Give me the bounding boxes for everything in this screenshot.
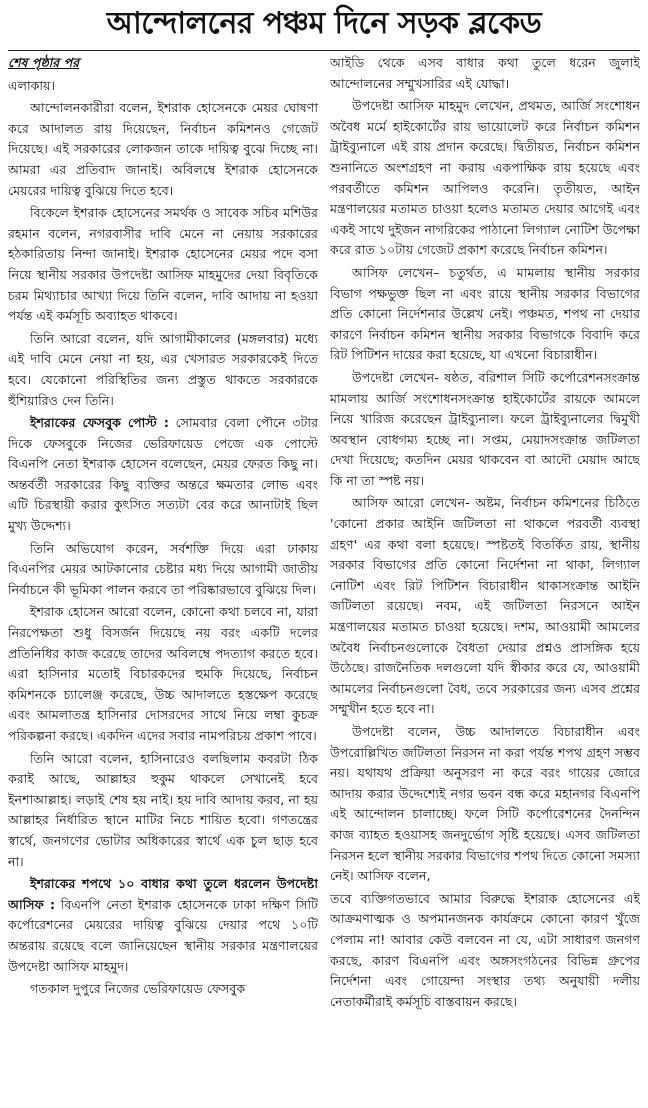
paragraph: আসিফ আরো লেখেন- অষ্টম, নির্বাচন কমিশনের চিঠিতে 'কোনো প্রকার আইনি জটিলতা না থাকলে পরবর্তী ব্যবস্থা গ্রহণ' এর কথা বলা হয়েছে। স্পষ্টতই বিতর্কিত রায়, স্থানীয় সরকার বিভাগের প্রতি কোনো নির্দেশনা না থাকা, লিগ্যাল নোটিশ এবং রিট পিটিশন বিচারাধীন থাকাসংক্রান্ত আইনি জটিলতা রয়েছে। নবম, এই জটিলতা নিরসনে আইন মন্ত্রণালয়ের মতামত চাওয়া হয়েছে। দশম, আওয়ামী আমলের অবৈধ নির্বাচনগুলোকে বৈধতা দেয়ার প্রশ্নও প্রাসঙ্গিক হয়ে উঠেছে। রাজনৈতিক দলগুলো যদি স্বীকার করে যে, আওয়ামী আমলের নির্বাচনগুলো বৈধ, তবে সরকারের জন্য এসব প্রশ্নের সম্মুখীন হতে হবে না।	[330, 495, 640, 717]
article-body	[8, 53, 640, 1107]
headline-rule	[8, 50, 640, 51]
paragraph: তিনি আরো বলেন, যদি আগামীকালের (মঙ্গলবার) মধ্যে এই দাবি মেনে নেয়া না হয়, এর খেসারত সরকারকেই দিতে হবে। যেকোনো পরিস্থিতির জন্য প্রস্তুত থাকতে সরকারকে হুঁশিয়ারিও দেন তিনি।	[8, 330, 318, 408]
paragraph: উপদেষ্টা লেখেন- ষষ্ঠত, বরিশাল সিটি কর্পোরেশনসংক্রান্ত মামলায় আর্জি সংশোধনসংক্রান্ত হাইকোর্টের রায়কে আমলে নিয়ে খারিজ করেছেন ট্রাইব্যুনাল। ফলে ট্রাইব্যুনালের দ্বিমুখী অবস্থান বোধগম্য হচ্ছে না। সপ্তম, মেয়াদসংক্রান্ত জটিলতা দেখা দিয়েছে; কতদিন মেয়র থাকবেন বা আদৌ মেয়াদ আছে কি না তা স্পষ্ট নয়।	[330, 369, 640, 488]
paragraph: তিনি অভিযোগ করেন, সর্বশক্তি দিয়ে এরা ঢাকায় বিএনপির মেয়র আটকানোর চেষ্টার মধ্য দিয়ে আগামী জাতীয় নির্বাচনে কী ভূমিকা পালন করবে তা পরিষ্কারভাবে বুঝিয়ে দিল।	[8, 540, 318, 597]
subheading: ইশরাকের ফেসবুক পোস্ট :	[30, 415, 169, 431]
paragraph-with-subhead	[8, 874, 318, 977]
paragraph: উপদেষ্টা আসিফ মাহমুদ লেখেন, প্রথমত, আর্জি সংশোধন অবৈধ মর্মে হাইকোর্টের রায় ভায়োলেট করে নির্বাচন কমিশন ট্রাইব্যুনালে এই রায় প্রদান করেছে। দ্বিতীয়ত, নির্বাচন কমিশন শুনানিতে অংশগ্রহণ না করায় একপাক্ষিক রায় হয়েছে এবং পরবর্তীতে কমিশন আপিলও করেনি। তৃতীয়ত, আইন মন্ত্রণালয়ের মতামত চাওয়া হলেও মতামত দেয়ার আগেই এবং একই সাথে দুইজন নাগরিকের পাঠানো লিগ্যাল নোটিশ উপেক্ষা করে রাত ১০টায় গেজেট প্রকাশ করেছে নির্বাচন কমিশন।	[330, 98, 640, 258]
subheading: ইশরাকের শপথে ১০ বাধার কথা তুলে ধরলেন উপদেষ্টা আসিফ :	[8, 876, 318, 912]
paragraph: গতকাল দুপুরে নিজের ভেরিফায়েড ফেসবুক	[30, 981, 246, 997]
paragraph-with-subhead	[8, 413, 318, 537]
right-column	[330, 53, 640, 1107]
paragraph: এলাকায়।	[8, 77, 56, 93]
paragraph: ইশরাক হোসেন আরো বলেন, কোনো কথা চলবে না, যারা নিরপেক্ষতা শুধু বিসর্জন দিয়েছে নয় বরং একটি দলের প্রতিনিধির কাজ করেছে তাদের অবিলম্বে পদত্যাগ করতে হবে। এরা হাসিনার মতোই বিচারকদের হুমকি দিয়েছে, নির্বাচন কমিশনকে চ্যালেঞ্জ করেছে, উচ্চ আদালতে হস্তক্ষেপ করেছে এবং আমলাতন্ত্র হাসিনার দোসরদের সাথে নিয়ে লম্বা কুচক্র পরিকল্পনা করছে। একদিন এদের সবার নামপরিচয় প্রকাশ পাবে।	[8, 604, 318, 743]
left-column	[8, 53, 318, 1107]
paragraph: আইডি থেকে এসব বাধার কথা তুলে ধরেন জুলাই আন্দোলনের সম্মুখসারির এই যোদ্ধা।	[330, 55, 640, 91]
paragraph: আন্দোলনকারীরা বলেন, ইশরাক হোসেনকে মেয়র ঘোষণা করে আদালত রায় দিয়েছেন, নির্বাচন কমিশনও গেজেট দিয়েছে। এই সরকারের লোকজন তাকে দায়িত্ব বুঝে দিচ্ছে না। আমরা এর প্রতিবাদ জানাই। অবিলম্বে ইশরাক হোসেনকে মেয়রের দায়িত্ব বুঝিয়ে দিতে হবে।	[8, 100, 318, 198]
paragraph: উপদেষ্টা বলেন, উচ্চ আদালতে বিচারাধীন এবং উপরোল্লিখিত জটিলতা নিরসন না করা পর্যন্ত শপথ গ্রহণ সম্ভব নয়। যথাযথ প্রক্রিয়া অনুসরণ না করে বরং গায়ের জোরে আদায় করার উদ্দেশ্যেই নগর ভবন বন্ধ করে মহানগর বিএনপি এই আন্দোলন চালাচ্ছে। ফলে সিটি কর্পোরেশনের দৈনন্দিন কাজ ব্যাহত হওয়াসহ জনদুর্ভোগ সৃষ্টি হয়েছে। এসব জটিলতা নিরসন হলে স্থানীয় সরকার বিভাগের শপথ দিতে কোনো সমস্যা নেই। আসিফ বলেন,	[330, 724, 640, 884]
continued-from-label: শেষ পৃষ্ঠার পর	[8, 55, 80, 70]
paragraph-text: বিএনপি নেতা ইশরাক হোসেনকে ঢাকা দক্ষিণ সিটি কর্পোরেশনের মেয়রের দায়িত্ব বুঝিয়ে দেয়ার পথে ১০টি অন্তরায় রয়েছে বলে জানিয়েছেন স্থানীয় সরকার মন্ত্রণালয়ের উপদেষ্টা আসিফ মাহমুদ।	[8, 896, 318, 974]
paragraph: আসিফ লেখেন– চতুর্থত, এ মামলায় স্থানীয় সরকার বিভাগ পক্ষভুক্ত ছিল না এবং রায়ে স্থানীয় সরকার বিভাগের প্রতি কোনো নির্দেশনার উল্লেখ নেই। পঞ্চমত, শপথ না দেয়ার কারণে নির্বাচন কমিশন স্থানীয় সরকার বিভাগকে বিবাদি করে রিট পিটিশন দায়ের করা হয়েছে, যা এখনো বিচারাধীন।	[330, 264, 640, 363]
paragraph: তিনি আরো বলেন, হাসিনারেও বলছিলাম কবরটা ঠিক করাই আছে, আল্লাহর হুকুম থাকলে সেখানেই হবে ইনশাআল্লাহ। লড়াই শেষ হয় নাই। হয় দাবি আদায় করব, না হয় আল্লাহর নির্ধারিত স্থানে মাটির নিচে শায়িত হবো। গণতন্ত্রের স্বার্থে, জনগণের ভোটার অধিকারের স্বার্থে এক চুল ছাড় হবে না।	[8, 750, 318, 869]
paragraph-text: সোমবার বেলা পৌনে ৩টার দিকে ফেসবুকে নিজের ভেরিফায়েড পেজে এক পোস্টে বিএনপি নেতা ইশরাক হোসেন বলেছেন, মেয়র ফেরত কিছু না। অন্তর্বর্তী সরকারের কিছু ব্যক্তির অন্তরে ক্ষমতার লোভ এবং এটি চিরস্থায়ী করার কুৎসিত সত্যটা বের করে আনাটাই ছিল মুখ্য উদ্দেশ্য।	[8, 415, 318, 534]
paragraph: বিকেলে ইশরাক হোসেনের সমর্থক ও সাবেক সচিব মশিউর রহমান বলেন, নগরবাসীর দাবি মেনে না নেয়ায় সরকারের হঠকারিতায় নিন্দা জানাই। ইশরাক হোসেনের মেয়র পদে বসা নিয়ে স্থানীয় সরকার উপদেষ্টা আসিফ মাহমুদের দেয়া বিবৃতিকে চরম মিথ্যাচার আখ্যা দিয়ে তিনি বলেন, দাবি আদায় না হওয়া পর্যন্ত এই কর্মসূচি অব্যাহত থাকবে।	[8, 205, 318, 324]
headline: আন্দোলনের পঞ্চম দিনে সড়ক ব্লকেড	[106, 6, 542, 41]
paragraph: তবে ব্যক্তিগতভাবে আমার বিরুদ্ধে ইশরাক হোসেনের এই আক্রমণাত্মক ও অপমানজনক কার্যক্রমে কোনো কারণ খুঁজে পেলাম না! আবার কেউ বলবেন না যে, এটা সাধারণ জনগণ করছে, কারণ বিএনপি এবং অঙ্গসংগঠনের বিভিন্ন গ্রুপের নির্দেশনা এবং গোয়েন্দা সংস্থার তথ্য অনুযায়ী দলীয় নেতাকর্মীরাই কর্মসূচি বাস্তবায়ন করছে।	[330, 890, 640, 1009]
